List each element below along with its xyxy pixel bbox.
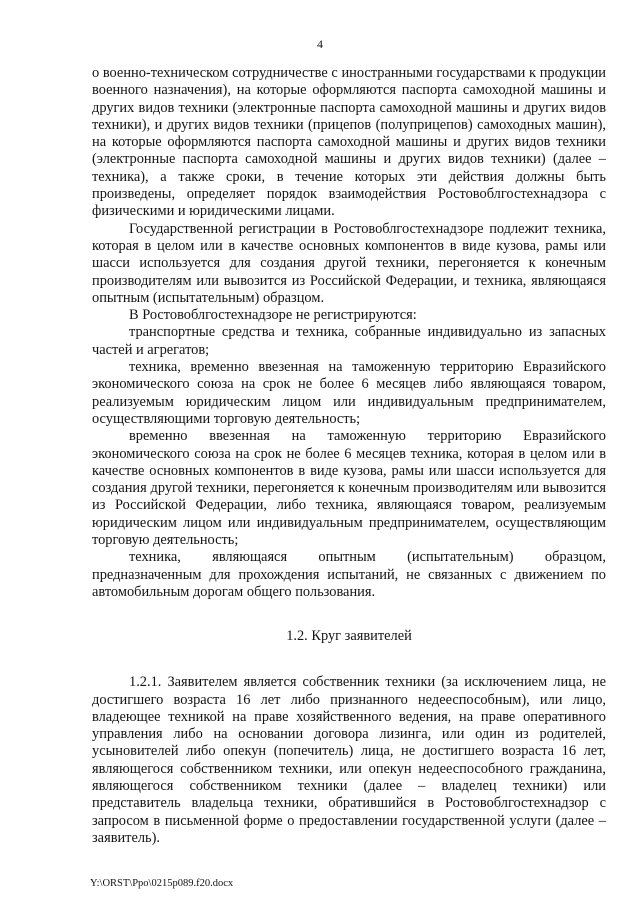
paragraph-not-registered-intro: В Ростовоблгостехнадзоре не регистрируются: (129, 307, 417, 324)
list-item-test-samples: техника, являющаяся опытным (испытательным) образцом, предназначенным для прохождения испытаний, не связанных с движением по автомобильным дорогам общего пользования. (92, 549, 606, 600)
list-item-temporarily-imported: техника, временно ввезенная на таможенную территорию Евразийского экономического союза на срок не более 6 месяцев либо являющаяся товаром, реализуемым юридическим лицом или индивидуальным предпринимателем, осуществляющими торговую деятельность; (92, 359, 606, 427)
paragraph-registration-subject: Государственной регистрации в Ростовоблгостехнадзоре подлежит техника, которая в целом или в качестве основных компонентов в виде кузова, рамы или шасси используется для создания другой техники, перегоняется к конечным производителям или вывозится из Российской Федерации, и техника, являющаяся опытным (испытательным) образцом. (92, 220, 606, 306)
page-number: 4 (317, 37, 323, 51)
section-heading: 1.2. Круг заявителей (286, 628, 412, 645)
list-item-assembled-vehicles: транспортные средства и техника, собранные индивидуально из запасных частей и агрегатов; (92, 324, 606, 358)
paragraph-scope-continuation: о военно-техническом сотрудничестве с иностранными государствами к продукции военного назначения), на которые оформляются паспорта самоходной машины и других видов техники (электронные паспорта самоходной машины и других видов техники), и других видов техники (прицепов (полуприцепов) самоходных машин), на которые оформляются паспорта самоходной машины и других видов техники (электронные паспорта самоходной машины и других видов техники) (далее – техника), а также сроки, в течение которых эти действия должны быть произведены, определяет порядок взаимодействия Ростовоблгостехнадзора с физическими и юридическими лицами. (92, 65, 606, 220)
paragraph-applicants: 1.2.1. Заявителем является собственник техники (за исключением лица, не достигшего возраста 16 лет либо признанного недееспособным), или лицо, владеющее техникой на праве хозяйственного ведения, на праве оперативного управления либо на основании договора лизинга, или один из родителей, усыновителей либо опекун (попечитель) лица, не достигшего возраста 16 лет, являющегося собственником техники, или опекун недееспособного гражданина, являющегося собственником техники (далее – владелец техники) или представитель владельца техники, обратившийся в Ростовоблгостехнадзор с запросом в письменной форме о предоставлении государственной услуги (далее – заявитель). (92, 674, 606, 846)
document-body (92, 65, 606, 847)
list-item-temporarily-imported-components: временно ввезенная на таможенную территорию Евразийского экономического союза на срок не более 6 месяцев техника, которая в целом или в качестве основных компонентов в виде кузова, рамы или шасси используется для создания другой техники, перегоняется к конечным производителям или вывозится из Российской Федерации, либо техника, являющаяся товаром, реализуемым юридическим лицом или индивидуальным предпринимателем, осуществляющим торговую деятельность; (92, 428, 606, 549)
footer-file-path: Y:\ORST\Ppo\0215p089.f20.docx (90, 878, 234, 889)
